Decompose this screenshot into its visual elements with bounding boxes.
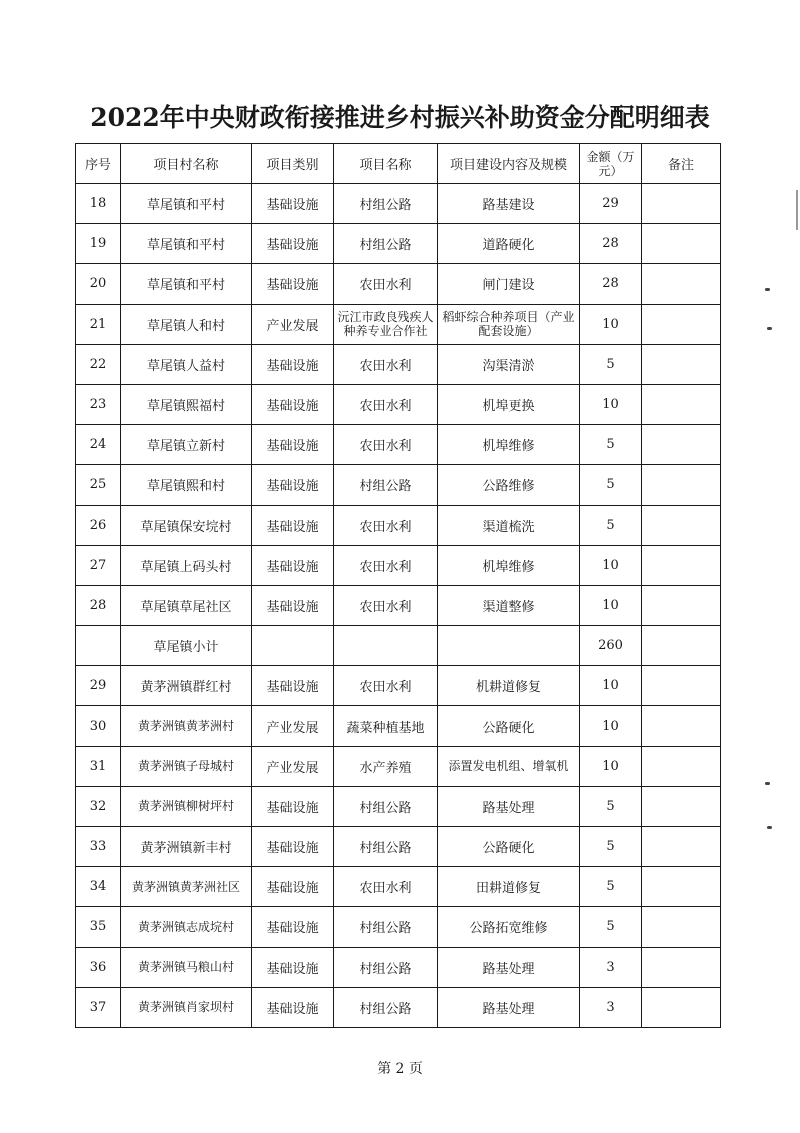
scan-edge-mark [796, 190, 798, 230]
cell-seq: 34 [76, 867, 121, 907]
cell-village-text: 黄茅洲镇子母城村 [137, 759, 234, 774]
cell-village: 草尾镇人益村 [121, 344, 252, 384]
cell-remark [642, 304, 721, 344]
cell-amount: 10 [580, 706, 642, 746]
scan-speck [765, 782, 770, 785]
table-row [76, 626, 721, 666]
cell-seq: 32 [76, 786, 121, 826]
cell-category: 基础设施 [252, 666, 334, 706]
cell-amount: 260 [580, 626, 642, 666]
cell-village [121, 987, 252, 1027]
cell-remark [642, 505, 721, 545]
cell-content: 闸门建设 [438, 264, 580, 304]
cell-project [334, 304, 438, 344]
cell-seq: 21 [76, 304, 121, 344]
cell-content: 路基处理 [438, 987, 580, 1027]
cell-project: 农田水利 [334, 425, 438, 465]
cell-amount: 3 [580, 987, 642, 1027]
cell-project: 农田水利 [334, 384, 438, 424]
cell-content: 路基处理 [438, 947, 580, 987]
cell-project: 农田水利 [334, 505, 438, 545]
header-village: 项目村名称 [121, 144, 252, 184]
cell-project: 农田水利 [334, 344, 438, 384]
cell-project: 村组公路 [334, 465, 438, 505]
cell-project-text: 沅江市政良残疾人种养专业合作社 [337, 310, 434, 339]
cell-amount: 10 [580, 585, 642, 625]
table-row [76, 425, 721, 465]
cell-amount: 5 [580, 827, 642, 867]
cell-project: 农田水利 [334, 867, 438, 907]
table-row [76, 666, 721, 706]
table-row [76, 867, 721, 907]
cell-content: 田耕道修复 [438, 867, 580, 907]
cell-village [121, 706, 252, 746]
cell-remark [642, 465, 721, 505]
cell-amount: 5 [580, 786, 642, 826]
header-remark: 备注 [642, 144, 721, 184]
cell-category: 基础设施 [252, 987, 334, 1027]
cell-amount: 29 [580, 184, 642, 224]
header-content: 项目建设内容及规模 [438, 144, 580, 184]
cell-amount: 10 [580, 746, 642, 786]
cell-village-text: 黄茅洲镇肖家坝村 [137, 1000, 234, 1015]
cell-project: 村组公路 [334, 987, 438, 1027]
cell-village-text: 黄茅洲镇柳树坪村 [137, 799, 234, 814]
table-row [76, 545, 721, 585]
cell-village: 草尾镇人和村 [121, 304, 252, 344]
cell-category: 基础设施 [252, 827, 334, 867]
cell-village: 草尾镇和平村 [121, 224, 252, 264]
header-seq: 序号 [76, 144, 121, 184]
cell-remark [642, 706, 721, 746]
cell-amount: 3 [580, 947, 642, 987]
cell-content: 公路拓宽维修 [438, 907, 580, 947]
cell-village [121, 746, 252, 786]
cell-content: 公路硬化 [438, 827, 580, 867]
cell-content-text: 稻虾综合种养项目（产业配套设施） [442, 310, 575, 339]
cell-remark [642, 987, 721, 1027]
cell-seq: 18 [76, 184, 121, 224]
scan-speck [767, 826, 772, 829]
cell-category: 基础设施 [252, 184, 334, 224]
scan-speck [765, 288, 770, 291]
cell-remark [642, 907, 721, 947]
cell-project: 村组公路 [334, 786, 438, 826]
cell-project: 村组公路 [334, 947, 438, 987]
cell-remark [642, 827, 721, 867]
table-row [76, 746, 721, 786]
cell-amount: 5 [580, 867, 642, 907]
header-amount [580, 144, 642, 184]
cell-remark [642, 264, 721, 304]
cell-seq: 23 [76, 384, 121, 424]
page-title: 2022年中央财政衔接推进乡村振兴补助资金分配明细表 [90, 103, 710, 132]
cell-category: 基础设施 [252, 545, 334, 585]
cell-category: 基础设施 [252, 425, 334, 465]
cell-project: 村组公路 [334, 827, 438, 867]
cell-amount: 28 [580, 224, 642, 264]
table-row [76, 987, 721, 1027]
cell-amount: 5 [580, 907, 642, 947]
cell-amount: 10 [580, 545, 642, 585]
cell-project: 蔬菜种植基地 [334, 706, 438, 746]
cell-project: 农田水利 [334, 545, 438, 585]
cell-content: 沟渠清淤 [438, 344, 580, 384]
cell-village [121, 947, 252, 987]
cell-seq: 33 [76, 827, 121, 867]
cell-seq: 29 [76, 666, 121, 706]
table-row [76, 706, 721, 746]
cell-seq: 24 [76, 425, 121, 465]
cell-project: 农田水利 [334, 585, 438, 625]
cell-category: 基础设施 [252, 786, 334, 826]
table-row [76, 947, 721, 987]
table-row [76, 224, 721, 264]
cell-content: 机埠维修 [438, 425, 580, 465]
cell-project: 农田水利 [334, 666, 438, 706]
cell-category: 基础设施 [252, 585, 334, 625]
cell-village: 草尾镇立新村 [121, 425, 252, 465]
table-row [76, 786, 721, 826]
cell-village: 草尾镇草尾社区 [121, 585, 252, 625]
cell-category: 产业发展 [252, 706, 334, 746]
table-row [76, 585, 721, 625]
cell-seq: 30 [76, 706, 121, 746]
table-row [76, 384, 721, 424]
cell-project: 水产养殖 [334, 746, 438, 786]
cell-amount: 5 [580, 465, 642, 505]
cell-remark [642, 626, 721, 666]
cell-village [121, 867, 252, 907]
cell-village-text: 黄茅洲镇黄茅洲村 [137, 719, 234, 734]
cell-amount: 28 [580, 264, 642, 304]
cell-village [121, 786, 252, 826]
cell-category: 基础设施 [252, 224, 334, 264]
cell-content: 机埠维修 [438, 545, 580, 585]
cell-remark [642, 867, 721, 907]
cell-category: 基础设施 [252, 867, 334, 907]
cell-village: 草尾镇保安垸村 [121, 505, 252, 545]
cell-content [438, 746, 580, 786]
cell-village-text: 黄茅洲镇马粮山村 [137, 960, 234, 975]
cell-village: 黄茅洲镇群红村 [121, 666, 252, 706]
table-body [76, 184, 721, 1028]
cell-category: 产业发展 [252, 304, 334, 344]
cell-remark [642, 425, 721, 465]
cell-remark [642, 545, 721, 585]
cell-content: 路基建设 [438, 184, 580, 224]
cell-seq: 22 [76, 344, 121, 384]
cell-category: 基础设施 [252, 264, 334, 304]
cell-category: 基础设施 [252, 465, 334, 505]
page-number: 第 2 页 [377, 1061, 423, 1077]
cell-category [252, 626, 334, 666]
cell-village: 草尾镇上码头村 [121, 545, 252, 585]
cell-seq: 36 [76, 947, 121, 987]
cell-amount: 5 [580, 425, 642, 465]
cell-seq: 37 [76, 987, 121, 1027]
cell-category: 基础设施 [252, 505, 334, 545]
cell-amount: 10 [580, 304, 642, 344]
cell-category: 产业发展 [252, 746, 334, 786]
header-project: 项目名称 [334, 144, 438, 184]
cell-village: 草尾镇和平村 [121, 184, 252, 224]
cell-seq: 35 [76, 907, 121, 947]
header-category: 项目类别 [252, 144, 334, 184]
cell-content: 渠道梳洗 [438, 505, 580, 545]
cell-village-text: 黄茅洲镇志成垸村 [137, 919, 234, 934]
cell-amount: 10 [580, 666, 642, 706]
cell-seq: 25 [76, 465, 121, 505]
table-header-row [76, 144, 721, 184]
cell-project: 村组公路 [334, 907, 438, 947]
cell-project: 村组公路 [334, 184, 438, 224]
cell-remark [642, 666, 721, 706]
table-row [76, 264, 721, 304]
cell-seq: 19 [76, 224, 121, 264]
scan-speck [767, 327, 772, 330]
cell-project: 农田水利 [334, 264, 438, 304]
cell-village: 草尾镇熙福村 [121, 384, 252, 424]
cell-village: 黄茅洲镇新丰村 [121, 827, 252, 867]
cell-content: 机耕道修复 [438, 666, 580, 706]
cell-category: 基础设施 [252, 344, 334, 384]
cell-amount: 10 [580, 384, 642, 424]
allocation-table [75, 143, 721, 1028]
cell-remark [642, 947, 721, 987]
cell-content: 路基处理 [438, 786, 580, 826]
cell-amount: 5 [580, 505, 642, 545]
cell-content [438, 626, 580, 666]
table-row [76, 505, 721, 545]
cell-project [334, 626, 438, 666]
cell-seq: 20 [76, 264, 121, 304]
cell-content: 道路硬化 [438, 224, 580, 264]
cell-content: 机埠更换 [438, 384, 580, 424]
cell-village: 草尾镇小计 [121, 626, 252, 666]
cell-project: 村组公路 [334, 224, 438, 264]
cell-content: 公路硬化 [438, 706, 580, 746]
cell-village: 草尾镇熙和村 [121, 465, 252, 505]
cell-content [438, 304, 580, 344]
cell-content: 渠道整修 [438, 585, 580, 625]
cell-remark [642, 224, 721, 264]
cell-content: 公路维修 [438, 465, 580, 505]
table-row [76, 907, 721, 947]
cell-category: 基础设施 [252, 907, 334, 947]
table-row [76, 304, 721, 344]
table-row [76, 827, 721, 867]
cell-village-text: 黄茅洲镇黄茅洲社区 [131, 879, 240, 894]
cell-remark [642, 384, 721, 424]
cell-category: 基础设施 [252, 384, 334, 424]
cell-remark [642, 585, 721, 625]
cell-seq [76, 626, 121, 666]
cell-seq: 27 [76, 545, 121, 585]
table-row [76, 184, 721, 224]
cell-remark [642, 184, 721, 224]
cell-content-text: 添置发电机组、增氧机 [448, 759, 569, 774]
header-amount-text: 金额（万元） [586, 149, 635, 178]
cell-category: 基础设施 [252, 947, 334, 987]
cell-village [121, 907, 252, 947]
cell-seq: 28 [76, 585, 121, 625]
cell-seq: 26 [76, 505, 121, 545]
cell-remark [642, 344, 721, 384]
table-row [76, 465, 721, 505]
cell-remark [642, 746, 721, 786]
cell-remark [642, 786, 721, 826]
cell-seq: 31 [76, 746, 121, 786]
table-row [76, 344, 721, 384]
cell-amount: 5 [580, 344, 642, 384]
cell-village: 草尾镇和平村 [121, 264, 252, 304]
